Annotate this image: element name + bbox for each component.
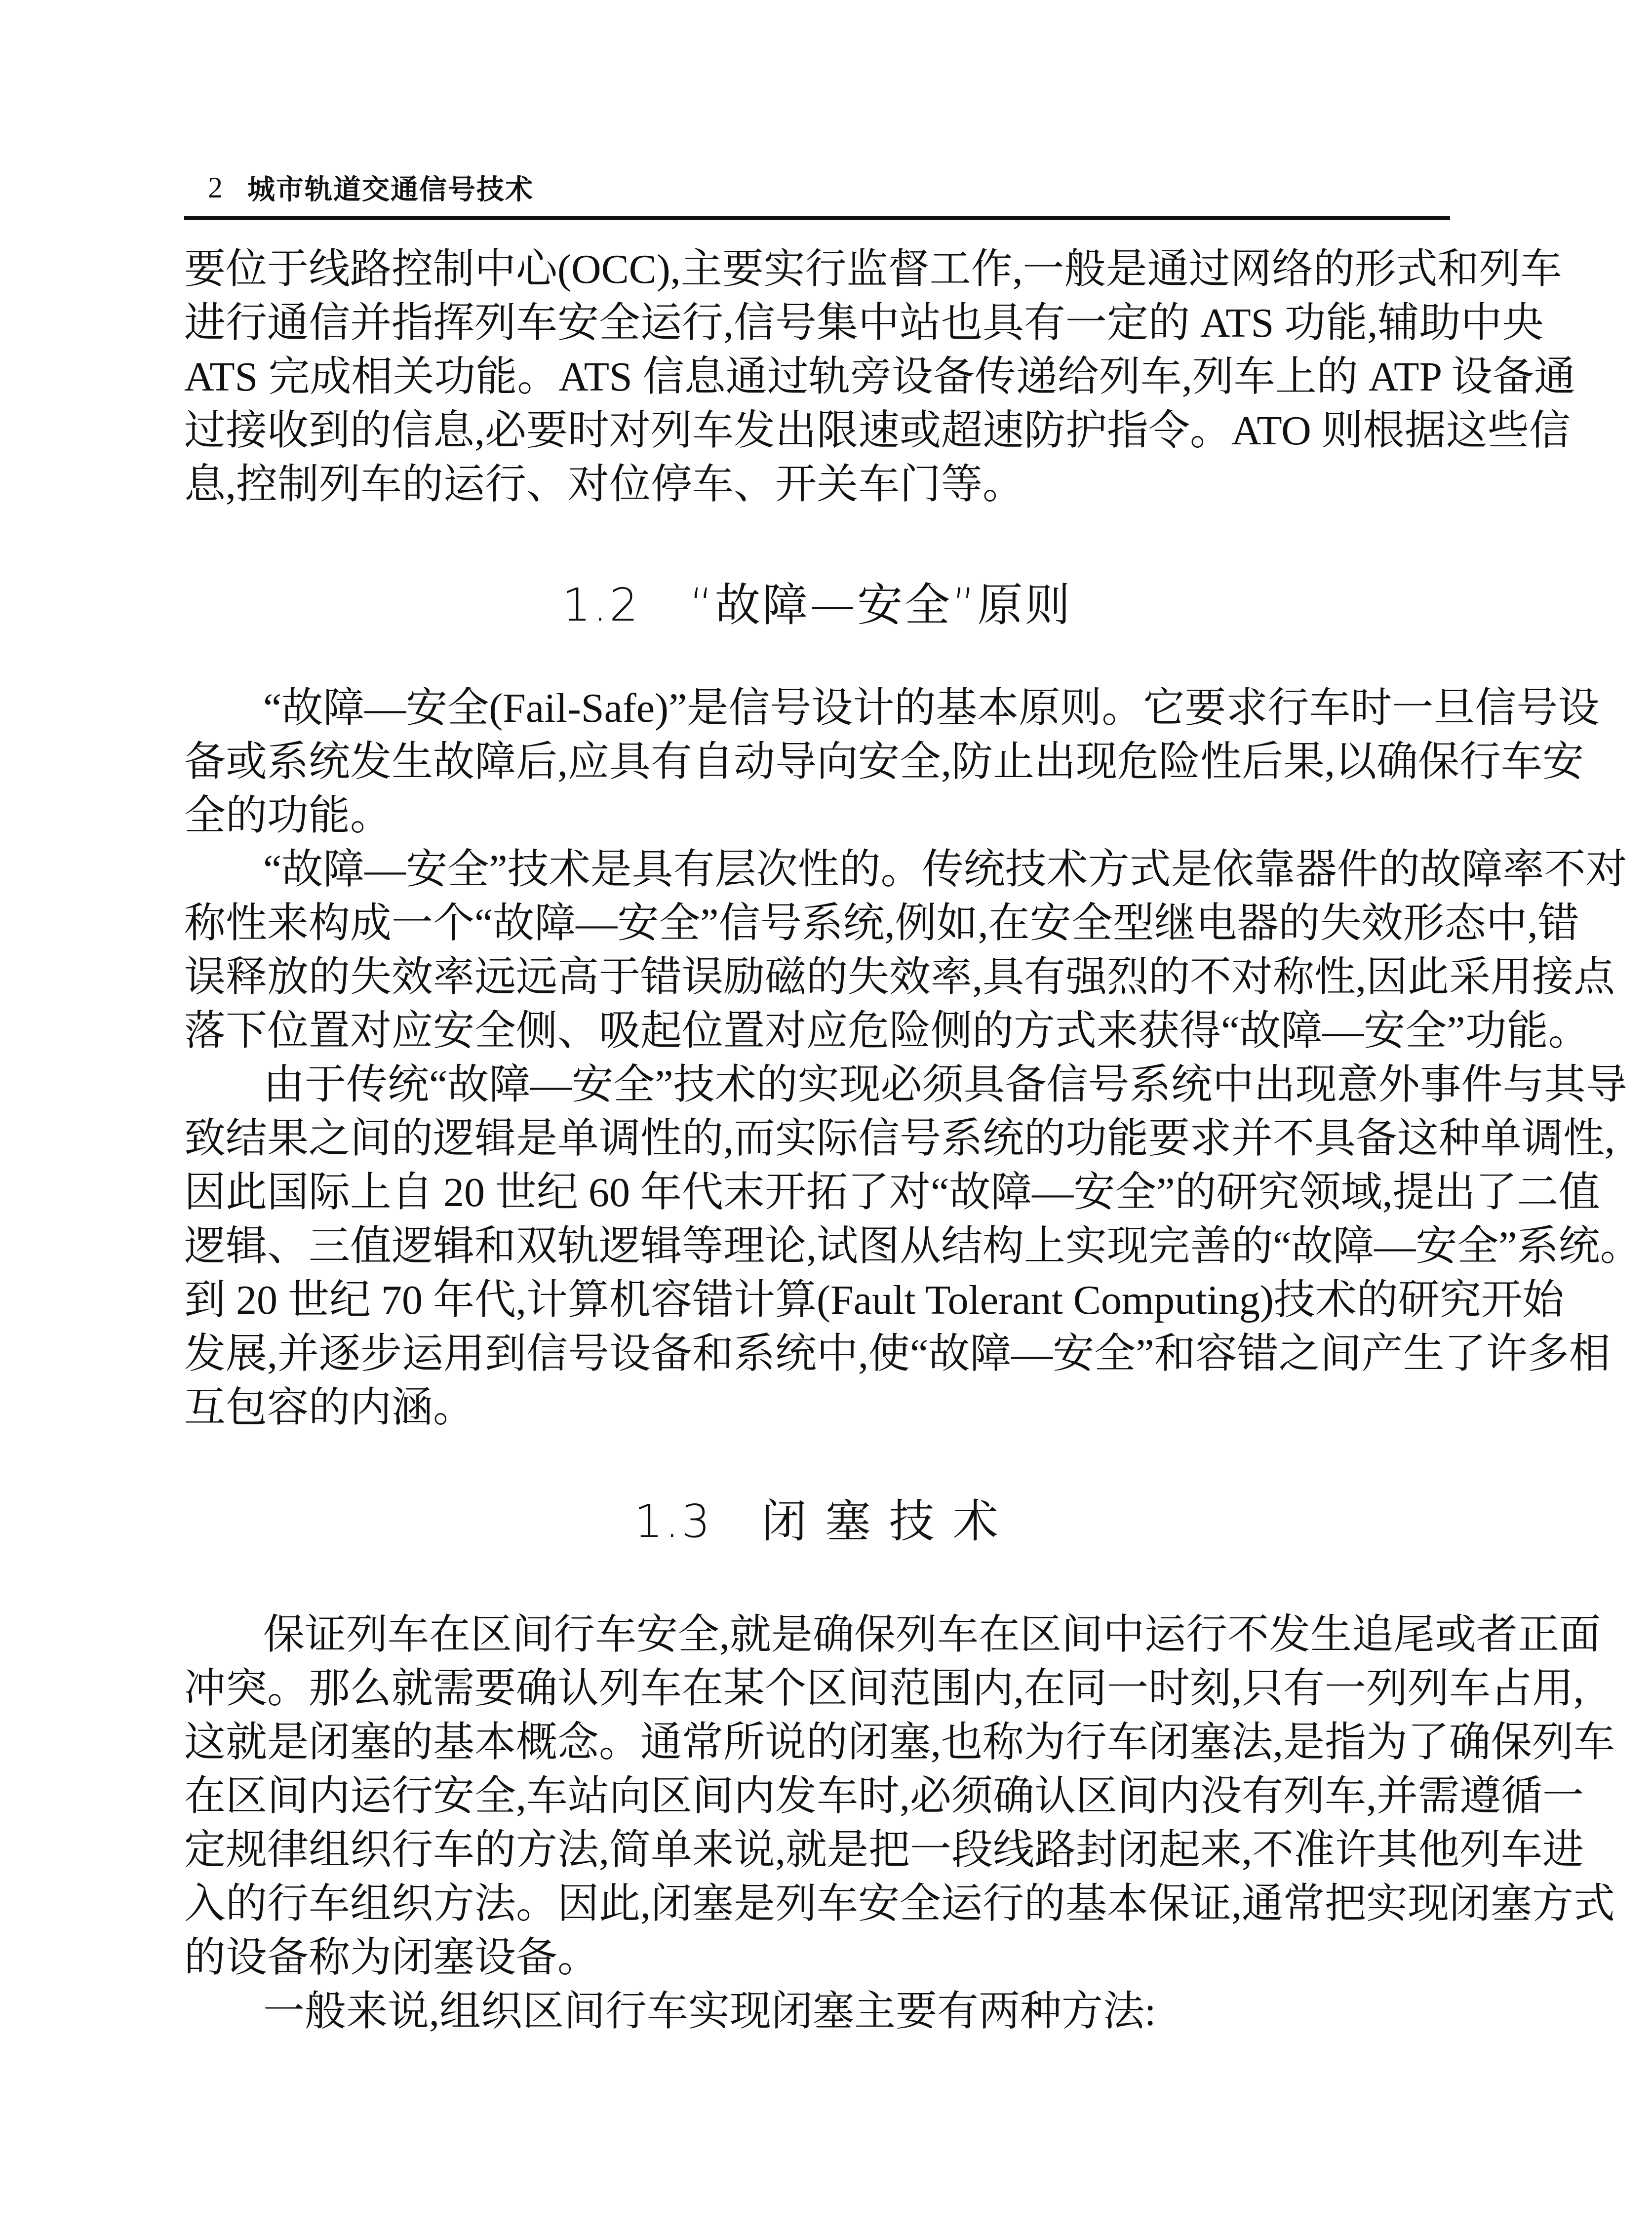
section-heading-1-3: 1.3 闭 塞 技 术 xyxy=(634,1495,1000,1548)
section-1-2-body xyxy=(184,681,1642,1435)
text-line: “故障—安全(Fail-Safe)”是信号设计的基本原则。它要求行车时一旦信号设 xyxy=(263,685,1600,731)
text-line: 过接收到的信息,必要时对列车发出限速或超速防护指令。ATO 则根据这些信 xyxy=(184,408,1571,454)
text-line: 到 20 世纪 70 年代,计算机容错计算(Fault Tolerant Computing)技术的研究开始 xyxy=(184,1277,1564,1323)
header-rule xyxy=(184,216,1450,220)
running-head xyxy=(184,168,534,207)
text-line: 入的行车组织方法。因此,闭塞是列车安全运行的基本保证,通常把实现闭塞方式 xyxy=(184,1881,1615,1927)
text-line: ATS 完成相关功能。ATS 信息通过轨旁设备传递给列车,列车上的 ATP 设备通 xyxy=(184,354,1576,400)
text-line: 因此国际上自 20 世纪 60 年代末开拓了对“故障—安全”的研究领域,提出了二值 xyxy=(184,1170,1600,1216)
paragraph xyxy=(184,242,1576,511)
section-heading-1-2: 1.2 “故障—安全”原则 xyxy=(562,579,1072,631)
text-line: 冲突。那么就需要确认列车在某个区间范围内,在同一时刻,只有一列列车占用, xyxy=(184,1666,1584,1712)
intro-text xyxy=(184,242,1576,511)
text-line: 由于传统“故障—安全”技术的实现必须具备信号系统中出现意外事件与其导 xyxy=(263,1062,1627,1108)
text-line: 要位于线路控制中心(OCC),主要实行监督工作,一般是通过网络的形式和列车 xyxy=(184,246,1562,292)
paragraph xyxy=(184,843,1627,1058)
paragraph xyxy=(184,1985,1450,2039)
text-line: 定规律组织行车的方法,简单来说,就是把一段线路封闭起来,不准许其他列车进 xyxy=(184,1827,1584,1873)
text-line: 全的功能。 xyxy=(184,793,392,839)
text-line: “故障—安全”技术是具有层次性的。传统技术方式是依靠器件的故障率不对 xyxy=(263,847,1627,893)
paragraph xyxy=(184,681,1600,843)
text-line: 进行通信并指挥列车安全运行,信号集中站也具有一定的 ATS 功能,辅助中央 xyxy=(184,300,1544,346)
section-1-3-body xyxy=(184,1608,1615,2039)
text-line: 误释放的失效率远远高于错误励磁的失效率,具有强烈的不对称性,因此采用接点 xyxy=(184,954,1615,1000)
text-line: 一般来说,组织区间行车实现闭塞主要有两种方法: xyxy=(263,1989,1156,2035)
text-line: 息,控制列车的运行、对位停车、开关车门等。 xyxy=(184,462,1024,508)
paragraph xyxy=(184,1058,1642,1435)
book-title: 城市轨道交通信号技术 xyxy=(247,174,534,206)
text-line: 互包容的内涵。 xyxy=(184,1385,475,1431)
text-line: 备或系统发生故障后,应具有自动导向安全,防止出现危险性后果,以确保行车安 xyxy=(184,739,1584,785)
text-line: 保证列车在区间行车安全,就是确保列车在区间中运行不发生追尾或者正面 xyxy=(263,1612,1601,1658)
text-line: 这就是闭塞的基本概念。通常所说的闭塞,也称为行车闭塞法,是指为了确保列车 xyxy=(184,1720,1615,1765)
text-line: 致结果之间的逻辑是单调性的,而实际信号系统的功能要求并不具备这种单调性, xyxy=(184,1116,1615,1162)
text-line: 在区间内运行安全,车站向区间内发车时,必须确认区间内没有列车,并需遵循一 xyxy=(184,1773,1584,1819)
page-number: 2 xyxy=(208,171,223,204)
text-line: 发展,并逐步运用到信号设备和系统中,使“故障—安全”和容错之间产生了许多相 xyxy=(184,1331,1611,1377)
text-line: 的设备称为闭塞设备。 xyxy=(184,1935,599,1981)
text-line: 逻辑、三值逻辑和双轨逻辑等理论,试图从结构上实现完善的“故障—安全”系统。 xyxy=(184,1223,1642,1269)
paragraph xyxy=(184,1608,1615,1985)
text-line: 称性来构成一个“故障—安全”信号系统,例如,在安全型继电器的失效形态中,错 xyxy=(184,901,1579,946)
text-line: 落下位置对应安全侧、吸起位置对应危险侧的方式来获得“故障—安全”功能。 xyxy=(184,1008,1590,1054)
